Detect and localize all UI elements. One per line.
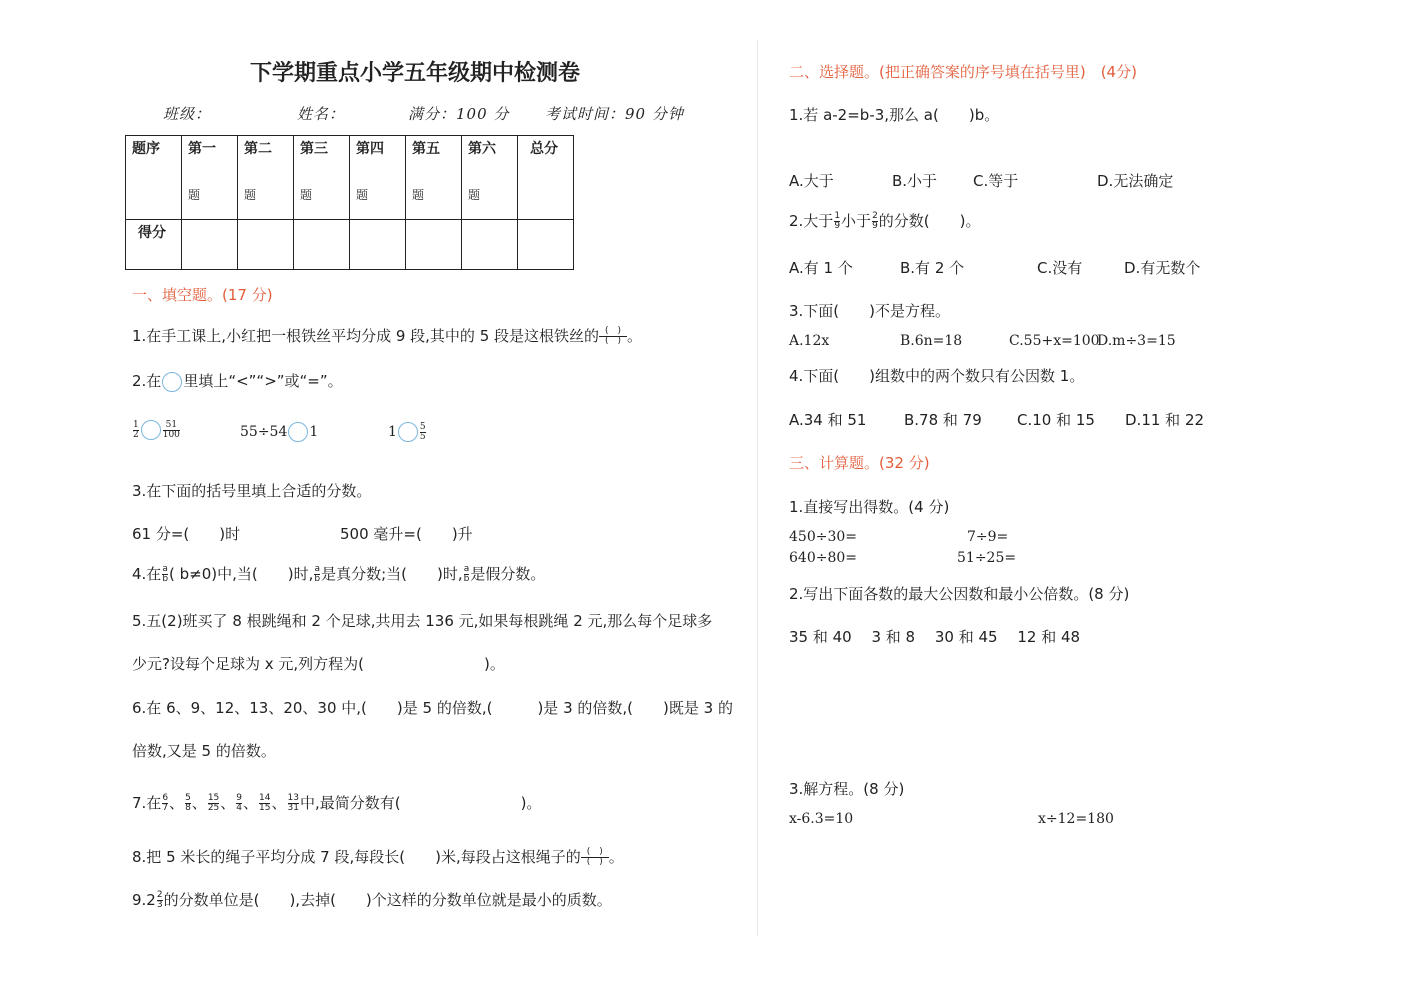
full-score: 满分：100 分 bbox=[408, 105, 510, 123]
col-bot: 题 bbox=[468, 188, 481, 202]
frac-num: 6 bbox=[162, 793, 169, 803]
fraction-blank-top: ( ) bbox=[605, 326, 622, 336]
calc-2-items: 35 和 40 3 和 8 30 和 45 12 和 48 bbox=[789, 628, 1081, 646]
q8-end: 。 bbox=[608, 848, 624, 866]
q4-text-c: 是真分数;当( )时, bbox=[321, 565, 463, 583]
section-calc: 三、计算题。(32 分) bbox=[789, 454, 930, 472]
col-bot: 题 bbox=[300, 188, 313, 202]
score-input-cell[interactable] bbox=[350, 220, 406, 270]
score-input-cell[interactable] bbox=[182, 220, 238, 270]
choice-3-opt-a[interactable]: A.12x bbox=[789, 333, 830, 349]
calc-1: 1.直接写出得数。(4 分) bbox=[789, 498, 950, 516]
frac-num: 5 bbox=[185, 793, 191, 803]
question-5-line-2: 少元?设每个足球为 x 元,列方程为( )。 bbox=[132, 655, 505, 673]
fraction bbox=[288, 794, 299, 813]
choice-4-opt-d[interactable]: D.11 和 22 bbox=[1125, 411, 1205, 429]
question-5-line-1: 5.五(2)班买了 8 根跳绳和 2 个足球,共用去 136 元,如果每根跳绳 2 元,那么每个足球多 bbox=[132, 612, 713, 630]
score-header-label: 题序 bbox=[132, 141, 160, 157]
score-table bbox=[125, 135, 574, 270]
compare-circle[interactable] bbox=[398, 422, 418, 442]
choice-4: 4.下面( )组数中的两个数只有公因数 1。 bbox=[789, 367, 1085, 385]
calc-1-item: 450÷30= bbox=[789, 529, 857, 545]
choice-2-opt-b[interactable]: B.有 2 个 bbox=[900, 259, 965, 277]
exam-time: 考试时间：90 分钟 bbox=[545, 105, 684, 123]
calc-1-item: 51÷25= bbox=[957, 550, 1017, 566]
frac-den: 5 bbox=[419, 431, 426, 442]
choice-4-opt-c[interactable]: C.10 和 15 bbox=[1017, 411, 1095, 429]
question-3: 3.在下面的括号里填上合适的分数。 bbox=[132, 482, 372, 500]
frac-num: 1 bbox=[133, 419, 139, 430]
frac-den: 2 bbox=[133, 429, 139, 440]
question-7 bbox=[132, 792, 541, 813]
fraction-blank[interactable] bbox=[581, 848, 609, 867]
score-row-label-cell bbox=[126, 220, 182, 270]
col-top: 第五 bbox=[412, 141, 440, 157]
frac-den: 15 bbox=[259, 803, 271, 813]
col-top: 第四 bbox=[356, 141, 384, 157]
score-header-cell bbox=[126, 136, 182, 220]
separator: 、 bbox=[271, 794, 287, 812]
score-col-2 bbox=[238, 136, 294, 220]
question-8 bbox=[132, 846, 624, 867]
separator: 、 bbox=[220, 794, 236, 812]
frac-den: 7 bbox=[162, 803, 169, 813]
score-col-1 bbox=[182, 136, 238, 220]
score-col-4 bbox=[350, 136, 406, 220]
fraction-blank-top: ( ) bbox=[586, 847, 603, 857]
q4-text-d: 是假分数。 bbox=[470, 565, 546, 583]
calc-2: 2.写出下面各数的最大公因数和最小公倍数。(8 分) bbox=[789, 585, 1130, 603]
q7-text-b: 中,最简分数有( )。 bbox=[299, 794, 542, 812]
question-9 bbox=[132, 889, 612, 910]
section-choice: 二、选择题。(把正确答案的序号填在括号里) (4分) bbox=[789, 63, 1137, 81]
frac-num: a bbox=[314, 564, 320, 574]
choice-1-opt-a[interactable]: A.大于 bbox=[789, 172, 834, 190]
q1-text: 1.在手工课上,小红把一根铁丝平均分成 9 段,其中的 5 段是这根铁丝的 bbox=[132, 327, 600, 345]
q7-text-a: 7.在 bbox=[132, 794, 162, 812]
question-6-line-2: 倍数,又是 5 的倍数。 bbox=[132, 742, 276, 760]
fraction bbox=[314, 565, 320, 584]
fraction bbox=[834, 212, 840, 231]
q8-text: 8.把 5 米长的绳子平均分成 7 段,每段长( )米,每段占这根绳子的 bbox=[132, 848, 581, 866]
calc-3-item: x-6.3=10 bbox=[789, 811, 854, 827]
q2-expr-3 bbox=[388, 422, 427, 442]
choice-1: 1.若 a-2=b-3,那么 a( )b。 bbox=[789, 106, 1000, 124]
column-divider bbox=[757, 40, 758, 936]
frac-num: 2 bbox=[156, 890, 163, 900]
expr-text: 1 bbox=[309, 424, 319, 440]
question-6-line-1: 6.在 6、9、12、13、20、30 中,( )是 5 的倍数,( )是 3 的倍数,( )既是 3 的 bbox=[132, 699, 733, 717]
calc-3: 3.解方程。(8 分) bbox=[789, 780, 905, 798]
frac-den: 9 bbox=[834, 221, 841, 231]
choice-2-opt-a[interactable]: A.有 1 个 bbox=[789, 259, 853, 277]
choice-1-opt-b[interactable]: B.小于 bbox=[892, 172, 938, 190]
expr-text: 1 bbox=[388, 424, 397, 440]
frac-den: 9 bbox=[872, 221, 878, 231]
compare-circle[interactable] bbox=[288, 422, 308, 442]
q9-text-a: 9.2 bbox=[132, 891, 156, 909]
q2-expr-1 bbox=[132, 420, 181, 440]
fraction bbox=[133, 421, 139, 440]
frac-num: 51 bbox=[165, 419, 178, 430]
total-label: 总分 bbox=[530, 141, 558, 157]
question-2 bbox=[132, 370, 343, 392]
question-1 bbox=[132, 325, 642, 346]
col-top: 第六 bbox=[468, 141, 496, 157]
fraction bbox=[162, 565, 168, 584]
calc-1-item: 7÷9= bbox=[967, 529, 1009, 545]
compare-circle[interactable] bbox=[162, 372, 182, 392]
col-top: 第三 bbox=[300, 141, 328, 157]
calc-3-item: x÷12=180 bbox=[1038, 811, 1114, 827]
col-bot: 题 bbox=[356, 188, 369, 202]
score-row-label: 得分 bbox=[138, 225, 166, 241]
question-4 bbox=[132, 563, 545, 584]
frac-num: 9 bbox=[236, 793, 243, 803]
fraction bbox=[464, 565, 470, 584]
r2-text-c: 的分数( )。 bbox=[878, 212, 981, 230]
choice-4-opt-a[interactable]: A.34 和 51 bbox=[789, 411, 867, 429]
col-bot: 题 bbox=[412, 188, 425, 202]
choice-2-opt-d[interactable]: D.有无数个 bbox=[1124, 259, 1201, 277]
frac-den: b bbox=[314, 574, 321, 584]
fraction bbox=[872, 212, 878, 231]
col-top: 第二 bbox=[244, 141, 272, 157]
score-input-cell[interactable] bbox=[406, 220, 462, 270]
q2-text-a: 2.在 bbox=[132, 372, 162, 390]
choice-2 bbox=[789, 210, 981, 231]
choice-2-opt-c[interactable]: C.没有 bbox=[1037, 259, 1083, 277]
score-input-cell[interactable] bbox=[462, 220, 518, 270]
q3-item-a: 61 分=( )时 bbox=[132, 525, 241, 543]
fraction-blank[interactable] bbox=[599, 327, 627, 346]
frac-den: b bbox=[463, 574, 470, 584]
choice-3-opt-d[interactable]: D.m÷3=15 bbox=[1097, 333, 1176, 349]
frac-den: b bbox=[162, 574, 169, 584]
frac-den: 8 bbox=[185, 803, 191, 813]
q2-expr-2 bbox=[240, 422, 318, 442]
choice-3-opt-c[interactable]: C.55+x=100 bbox=[1009, 333, 1100, 349]
fraction bbox=[157, 891, 163, 910]
fraction bbox=[162, 794, 168, 813]
col-top: 第一 bbox=[188, 141, 216, 157]
separator: 、 bbox=[243, 794, 259, 812]
frac-num: 15 bbox=[207, 793, 220, 803]
frac-den: 25 bbox=[207, 803, 220, 813]
page-title: 下学期重点小学五年级期中检测卷 bbox=[250, 61, 581, 86]
fraction bbox=[259, 794, 270, 813]
col-bot: 题 bbox=[244, 188, 257, 202]
r2-text-a: 2.大于 bbox=[789, 212, 834, 230]
q4-text-b: ( b≠0)中,当( )时, bbox=[169, 565, 314, 583]
score-input-cell[interactable] bbox=[294, 220, 350, 270]
frac-num: a bbox=[463, 564, 470, 574]
fraction bbox=[420, 423, 426, 442]
fraction-blank-bottom: ( ) bbox=[599, 336, 627, 346]
frac-num: 1 bbox=[834, 211, 841, 221]
fraction bbox=[236, 794, 242, 813]
score-col-5 bbox=[406, 136, 462, 220]
frac-num: 5 bbox=[419, 421, 426, 432]
score-col-6 bbox=[462, 136, 518, 220]
score-col-3 bbox=[294, 136, 350, 220]
score-total bbox=[518, 136, 574, 220]
name-label: 姓名： bbox=[297, 105, 346, 123]
section-fill-blank: 一、填空题。(17 分) bbox=[132, 286, 273, 304]
frac-den: 100 bbox=[162, 429, 180, 440]
frac-num: 13 bbox=[287, 793, 299, 803]
fraction-blank-bottom: ( ) bbox=[581, 857, 609, 867]
fraction bbox=[185, 794, 191, 813]
choice-1-opt-c[interactable]: C.等于 bbox=[973, 172, 1019, 190]
score-input-cell[interactable] bbox=[518, 220, 574, 270]
frac-den: 31 bbox=[287, 803, 299, 813]
expr-text: 55÷54 bbox=[240, 424, 288, 440]
col-bot: 题 bbox=[188, 188, 201, 202]
frac-num: 2 bbox=[872, 211, 878, 221]
frac-den: 3 bbox=[156, 900, 163, 910]
class-label: 班级： bbox=[163, 105, 212, 123]
choice-1-opt-d[interactable]: D.无法确定 bbox=[1097, 172, 1174, 190]
q2-text-b: 里填上“<”“>”或“=”。 bbox=[183, 372, 343, 390]
r2-text-b: 小于 bbox=[841, 212, 872, 230]
choice-3-opt-b[interactable]: B.6n=18 bbox=[900, 333, 963, 349]
compare-circle[interactable] bbox=[141, 420, 161, 440]
frac-den: 4 bbox=[236, 803, 243, 813]
score-input-cell[interactable] bbox=[238, 220, 294, 270]
q1-end: 。 bbox=[627, 327, 643, 345]
q3-item-b: 500 毫升=( )升 bbox=[340, 525, 473, 543]
fraction bbox=[163, 421, 180, 440]
choice-3: 3.下面( )不是方程。 bbox=[789, 302, 951, 320]
q9-text-b: 的分数单位是( ),去掉( )个这样的分数单位就是最小的质数。 bbox=[163, 891, 612, 909]
frac-num: 14 bbox=[259, 793, 271, 803]
choice-4-opt-b[interactable]: B.78 和 79 bbox=[904, 411, 982, 429]
fraction bbox=[208, 794, 219, 813]
frac-num: a bbox=[162, 564, 168, 574]
q4-text-a: 4.在 bbox=[132, 565, 162, 583]
separator: 、 bbox=[191, 794, 207, 812]
separator: 、 bbox=[169, 794, 185, 812]
calc-1-item: 640÷80= bbox=[789, 550, 857, 566]
